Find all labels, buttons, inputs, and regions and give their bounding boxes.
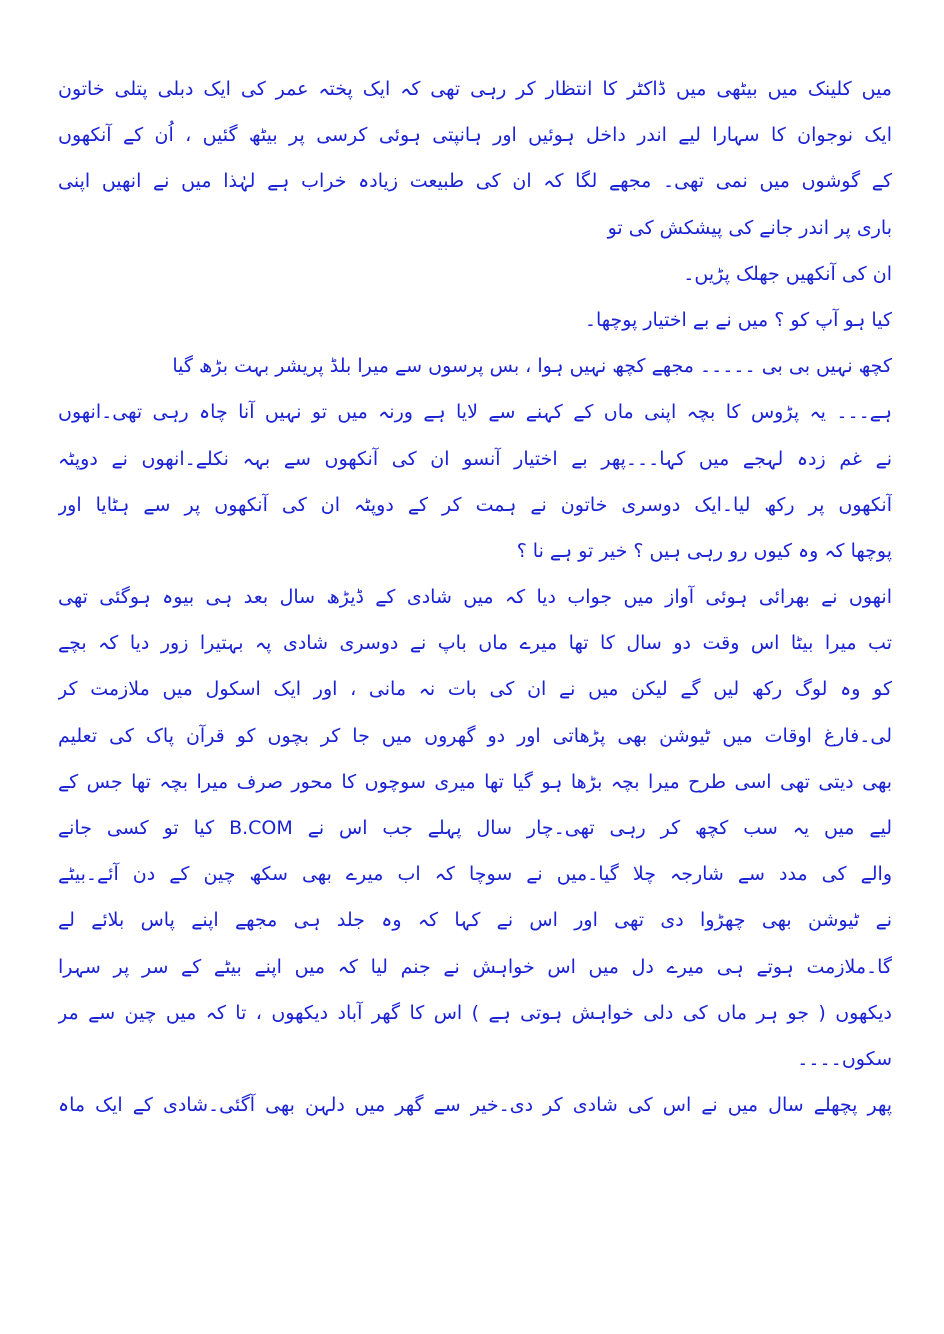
text-line-16: بھی دیتی تھی اسی طرح میرا بچہ بڑھا ہو گیا تھا میری سوچوں کا محور صرف میرا بچہ تھا جس کے xyxy=(58,770,892,793)
text-line-10: آنکھوں پر رکھ لیا۔ایک دوسری خاتون نے ہمت کر کے دوپٹہ ان کی آنکھوں پر سے ہٹایا اور xyxy=(58,493,892,516)
text-line-9: نے غم زدہ لہجے میں کہا۔۔۔پھر بے اختیار آنسو ان کی آنکھوں سے بہہ نکلے۔انھوں نے دوپٹہ xyxy=(58,447,892,470)
text-line-6: کیا ہو آپ کو ؟ میں نے بے اختیار پوچھا۔ xyxy=(584,308,892,331)
text-line-20: گا۔ملازمت ہوتے ہی میرے دل میں اس خواہش نے جنم لیا کہ میں اپنے بیٹے کے سر پر سہرا xyxy=(58,955,892,978)
text-line-17: لیے میں یہ سب کچھ کر رہی تھی۔چار سال پہلے جب اس نے B.COM کیا تو کسی جانے xyxy=(58,817,892,839)
text-line-1: میں کلینک میں بیٹھی میں ڈاکٹر کا انتظار کر رہی تھی کہ ایک پختہ عمر کی ایک دبلی پتلی خاتون xyxy=(58,78,892,100)
text-line-15: لی۔فارغ اوقات میں ٹیوشن بھی پڑھاتی اور دو گھروں میں جا کر بچوں کو قرآن پاک کی تعلیم xyxy=(58,724,892,747)
text-line-13: تب میرا بیٹا اس وقت دو سال کا تھا میرے ماں باپ نے دوسری شادی پہ بہتیرا زور دیا کہ بچے xyxy=(58,632,892,655)
text-line-21: دیکھوں ( جو ہر ماں کی دلی خواہش ہوتی ہے ) اس کا گھر آباد دیکھوں ، تا کہ میں چین سے مر xyxy=(58,1001,892,1024)
text-line-8: ہے۔۔۔ یہ پڑوس کا بچہ اپنی ماں کے کہنے سے لایا ہے ورنہ میں تو نہیں آنا چاہ رہی تھی۔انھوں xyxy=(58,401,892,424)
text-line-5: ان کی آنکھیں جھلک پڑیں۔ xyxy=(683,262,892,285)
text-line-11: پوچھا کہ وہ کیوں رو رہی ہیں ؟ خیر تو ہے نا ؟ xyxy=(516,539,892,562)
urdu-story-text xyxy=(58,66,892,1128)
text-line-19: نے ٹیوشن بھی چھڑوا دی تھی اور اس نے کہا کہ وہ جلد ہی مجھے اپنے پاس بلائے لے xyxy=(58,909,892,932)
text-line-7: کچھ نہیں بی بی ۔۔۔۔۔ مجھے کچھ نہیں ہوا ، بس پرسوں سے میرا بلڈ پریشر بہت بڑھ گیا xyxy=(172,355,892,378)
text-line-22: سکوں۔۔۔۔ xyxy=(797,1047,892,1070)
text-line-3: کے گوشوں میں نمی تھی۔ مجھے لگا کہ ان کی طبیعت زیادہ خراب ہے لہٰذا میں نے انھیں اپنی xyxy=(58,170,892,193)
text-line-23: پھر پچھلے سال میں نے اس کی شادی کر دی۔خیر سے گھر میں دلہن بھی آگئی۔شادی کے ایک ماہ xyxy=(58,1094,892,1117)
text-line-2: ایک نوجوان کا سہارا لیے اندر داخل ہوئیں اور ہانپتی ہوئی کرسی پر بیٹھ گئیں ، اُن کے آنکھوں xyxy=(58,124,892,147)
text-line-18: والے کی مدد سے شارجہ چلا گیا۔میں نے سوچا کہ اب میرے بھی سکھ چین کے دن آئے۔بیٹے xyxy=(58,863,892,886)
text-line-12: انھوں نے بھرائی ہوئی آواز میں جواب دیا کہ میں شادی کے ڈیڑھ سال بعد ہی بیوہ ہوگئی تھی xyxy=(58,586,892,609)
text-line-4: باری پر اندر جانے کی پیشکش کی تو xyxy=(607,216,892,239)
text-line-14: کو وہ لوگ رکھ لیں گے لیکن میں نے ان کی بات نہ مانی ، اور ایک اسکول میں ملازمت کر xyxy=(58,678,892,701)
